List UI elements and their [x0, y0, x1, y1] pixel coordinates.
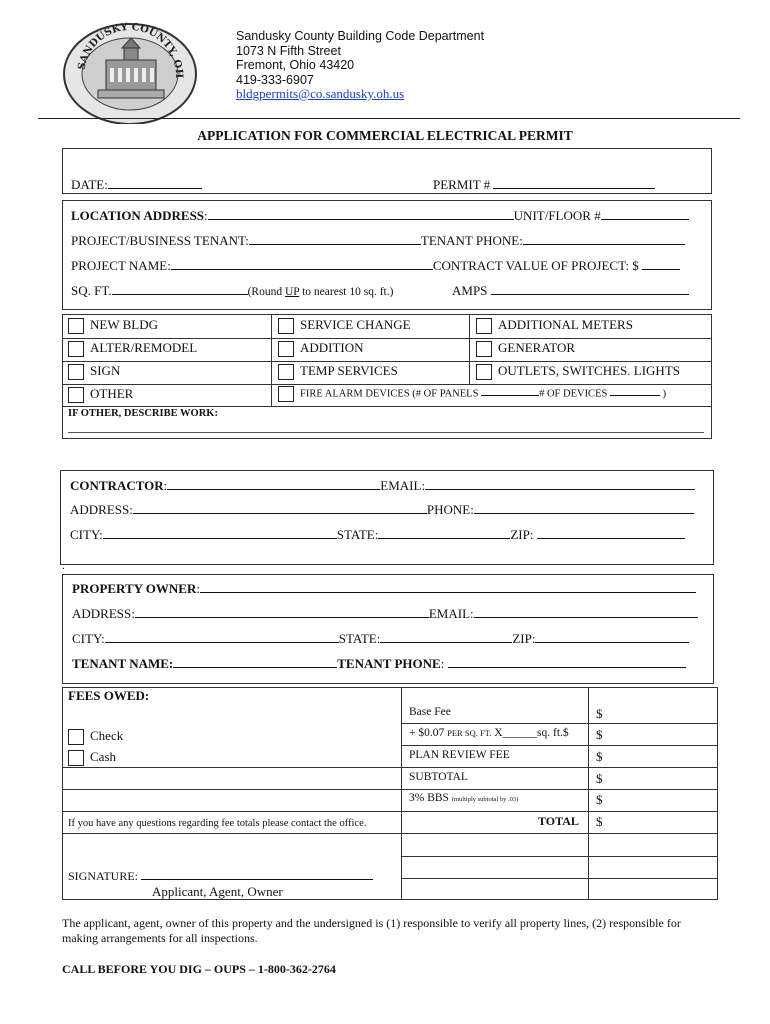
subtotal-amount[interactable]: $ [596, 771, 603, 786]
fire-alarm-devices-line[interactable] [610, 386, 660, 396]
contractor-phone-line[interactable] [474, 501, 694, 514]
tenant-phone-line[interactable] [523, 232, 685, 245]
fees-right-rule-2 [401, 745, 718, 746]
new-bldg-checkbox[interactable] [68, 318, 84, 334]
fees-left-rule-2 [62, 789, 401, 790]
signature-row[interactable] [68, 869, 373, 884]
permit-field[interactable] [433, 176, 655, 193]
department-name: Sandusky County Building Code Department [236, 29, 485, 43]
fire-alarm-option[interactable] [278, 386, 666, 402]
fire-alarm-checkbox[interactable] [278, 386, 294, 402]
owner-row[interactable] [72, 580, 696, 597]
permit-line[interactable] [493, 176, 655, 189]
grid-rule-2 [62, 361, 712, 362]
contractor-city-row[interactable] [70, 526, 685, 543]
describe-work-label: IF OTHER, DESCRIBE WORK: [68, 408, 218, 419]
per-sqft-b: PER SQ. FT. [447, 728, 492, 738]
round-note-a: (Round [247, 286, 285, 298]
grid-col-1 [271, 314, 272, 406]
plan-review-label: PLAN REVIEW FEE [409, 749, 510, 761]
contractor-email-line[interactable] [425, 477, 695, 490]
per-sqft-a: + $0.07 [409, 727, 448, 739]
header-rule [38, 118, 740, 119]
contract-value-line[interactable] [642, 257, 680, 270]
owner-tenant-phone-colon: : [440, 656, 445, 671]
contractor-address-row[interactable] [70, 501, 694, 518]
owner-state-line[interactable] [380, 630, 512, 643]
fees-contact-note: If you have any questions regarding fee totals please contact the office. [68, 818, 367, 829]
sign-checkbox[interactable] [68, 364, 84, 380]
contractor-zip-line[interactable] [537, 526, 685, 539]
contractor-phone-label: PHONE: [426, 502, 474, 517]
amps-row[interactable] [452, 282, 689, 299]
location-address-row[interactable] [71, 207, 689, 224]
service-change-checkbox[interactable] [278, 318, 294, 334]
amps-label: AMPS [452, 283, 488, 298]
owner-email-label: EMAIL: [428, 606, 474, 621]
round-note-up: UP [284, 286, 300, 298]
fees-left-rule-4 [62, 833, 401, 834]
grid-rule-4 [62, 406, 712, 407]
fees-right-rule-3 [401, 767, 718, 768]
call-before-dig: CALL BEFORE YOU DIG – OUPS – 1-800-362-2764 [62, 962, 336, 976]
county-seal [62, 12, 198, 124]
contractor-state-label: STATE: [336, 527, 379, 542]
contract-value-label: CONTRACT VALUE OF PROJECT: $ [432, 258, 639, 273]
bbs-amount[interactable]: $ [596, 792, 603, 807]
temp-services-option[interactable] [278, 363, 398, 380]
service-change-label: SERVICE CHANGE [300, 317, 411, 332]
owner-tenant-phone-line[interactable] [448, 655, 686, 668]
generator-checkbox[interactable] [476, 341, 492, 357]
owner-address-row[interactable] [72, 605, 698, 622]
owner-name-line[interactable] [200, 580, 696, 593]
permit-label: PERMIT # [433, 177, 491, 192]
fees-left-rule-1 [62, 767, 401, 768]
owner-label: PROPERTY OWNER [72, 581, 197, 596]
base-fee-amount[interactable]: $ [596, 706, 603, 721]
generator-option[interactable] [476, 340, 575, 357]
bbs-a: 3% BBS [409, 792, 452, 804]
date-line[interactable] [108, 176, 202, 189]
additional-meters-option[interactable] [476, 317, 633, 334]
grid-col-2 [469, 314, 470, 384]
department-address [236, 29, 484, 102]
cash-label: Cash [90, 749, 116, 764]
bbs-b: (multiply subtotal by .03) [451, 796, 519, 803]
per-sqft-c: X______sq. ft.$ [491, 727, 569, 739]
bbs-label [409, 792, 518, 804]
contractor-colon: : [163, 478, 168, 493]
contractor-address-line[interactable] [133, 501, 427, 514]
contractor-zip-label: ZIP: [510, 527, 534, 542]
responsibility-statement: The applicant, agent, owner of this property and the undersigned is (1) responsible to verify all property lines, (2) responsible for making arrangements for all inspections. [62, 916, 681, 945]
sqft-row[interactable] [71, 282, 393, 299]
owner-address-line[interactable] [135, 605, 429, 618]
additional-meters-checkbox[interactable] [476, 318, 492, 334]
check-option[interactable] [68, 728, 123, 745]
additional-meters-label: ADDITIONAL METERS [498, 317, 633, 332]
service-change-option[interactable] [278, 317, 411, 334]
contractor-city-line[interactable] [103, 526, 337, 539]
round-note-b: to nearest 10 sq. ft.) [299, 286, 394, 298]
addition-option[interactable] [278, 340, 364, 357]
sqft-label: SQ. FT. [71, 283, 112, 298]
round-note [248, 286, 394, 298]
subtotal-label: SUBTOTAL [409, 771, 468, 783]
contractor-label: CONTRACTOR [70, 478, 164, 493]
cash-option[interactable] [68, 749, 116, 766]
grid-rule-1 [62, 338, 712, 339]
amps-line[interactable] [491, 282, 689, 295]
owner-tenant-row[interactable] [72, 655, 686, 672]
outlets-label: OUTLETS, SWITCHES. LIGHTS [498, 363, 680, 378]
contractor-city-label: CITY: [70, 527, 103, 542]
owner-city-line[interactable] [105, 630, 339, 643]
fees-right-rule-8 [401, 878, 718, 879]
contractor-address-label: ADDRESS: [70, 502, 133, 517]
new-bldg-option[interactable] [68, 317, 158, 334]
contractor-name-line[interactable] [167, 477, 380, 490]
owner-email-line[interactable] [474, 605, 698, 618]
owner-city-row[interactable] [72, 630, 689, 647]
addition-checkbox[interactable] [278, 341, 294, 357]
total-label: TOTAL [538, 814, 579, 828]
per-sqft-label [409, 727, 569, 739]
contractor-email-label: EMAIL: [380, 478, 426, 493]
check-checkbox[interactable] [68, 729, 84, 745]
contractor-row[interactable] [70, 477, 695, 494]
fire-alarm-label-b: # OF DEVICES [539, 388, 608, 400]
outlets-option[interactable] [476, 363, 680, 380]
owner-tenant-name-label: TENANT NAME: [72, 656, 174, 671]
location-address-label: LOCATION ADDRESS [71, 208, 205, 223]
base-fee-label: Base Fee [409, 706, 451, 718]
location-address-colon: : [204, 208, 208, 223]
fees-right-rule-7 [401, 856, 718, 857]
plan-review-amount[interactable]: $ [596, 749, 603, 764]
other-option[interactable] [68, 386, 133, 403]
fire-alarm-label-a: FIRE ALARM DEVICES (# OF PANELS [300, 388, 479, 400]
unit-floor-label: UNIT/FLOOR # [513, 208, 601, 223]
fire-alarm-panels-line[interactable] [481, 386, 539, 396]
alter-remodel-option[interactable] [68, 340, 197, 357]
project-name-row[interactable] [71, 257, 680, 274]
per-sqft-amount[interactable]: $ [596, 727, 603, 742]
owner-tenant-phone-label: TENANT PHONE [337, 656, 441, 671]
describe-work-line[interactable] [68, 432, 704, 433]
form-title: APPLICATION FOR COMMERCIAL ELECTRICAL PERMIT [197, 128, 573, 143]
check-label: Check [90, 728, 124, 743]
fees-col-1 [401, 687, 402, 900]
addition-label: ADDITION [300, 340, 364, 355]
fees-right-rule-6 [401, 833, 718, 834]
owner-address-label: ADDRESS: [72, 606, 135, 621]
stray-dot: . [62, 560, 65, 572]
other-label: OTHER [90, 386, 134, 401]
fees-right-rule-1 [401, 723, 718, 724]
date-field[interactable] [71, 176, 202, 193]
project-name-label: PROJECT NAME: [71, 258, 171, 273]
alter-remodel-label: ALTER/REMODEL [90, 340, 198, 355]
alter-remodel-checkbox[interactable] [68, 341, 84, 357]
fire-alarm-label-c: ) [662, 388, 667, 400]
fees-right-rule-5 [401, 811, 718, 812]
sqft-line[interactable] [112, 282, 248, 295]
owner-city-label: CITY: [72, 631, 105, 646]
contractor-state-line[interactable] [378, 526, 510, 539]
signature-label: SIGNATURE: [68, 869, 139, 883]
generator-label: GENERATOR [498, 340, 576, 355]
tenant-row[interactable] [71, 232, 685, 249]
grid-rule-3 [62, 384, 712, 385]
department-street: 1073 N Fifth Street [236, 43, 341, 58]
project-name-line[interactable] [171, 257, 433, 270]
signer-caption: Applicant, Agent, Owner [152, 884, 283, 899]
other-checkbox[interactable] [68, 387, 84, 403]
owner-zip-label: ZIP: [512, 631, 536, 646]
outlets-checkbox[interactable] [476, 364, 492, 380]
department-city: Fremont, Ohio 43420 [236, 58, 355, 72]
owner-tenant-name-line[interactable] [173, 655, 337, 668]
department-email[interactable]: bldgpermits@co.sandusky.oh.us [236, 86, 405, 101]
fees-col-2 [588, 687, 589, 900]
fees-owed-label: FEES OWED: [68, 688, 150, 703]
cash-checkbox[interactable] [68, 750, 84, 766]
owner-colon: : [196, 581, 200, 596]
signature-line[interactable] [141, 871, 373, 880]
project-tenant-label: PROJECT/BUSINESS TENANT: [71, 233, 249, 248]
location-address-line[interactable] [208, 207, 514, 220]
date-label: DATE: [71, 177, 108, 192]
sign-label: SIGN [90, 363, 121, 378]
department-phone: 419-333-6907 [236, 72, 314, 87]
tenant-phone-label: TENANT PHONE: [420, 233, 523, 248]
sign-option[interactable] [68, 363, 120, 380]
total-amount[interactable]: $ [596, 814, 603, 829]
owner-state-label: STATE: [338, 631, 381, 646]
fees-right-rule-4 [401, 789, 718, 790]
owner-zip-line[interactable] [535, 630, 689, 643]
temp-services-checkbox[interactable] [278, 364, 294, 380]
project-tenant-line[interactable] [249, 232, 421, 245]
unit-floor-line[interactable] [601, 207, 689, 220]
seal-text: SANDUSKY COUNTY, OH [76, 21, 185, 79]
new-bldg-label: NEW BLDG [90, 317, 159, 332]
temp-services-label: TEMP SERVICES [300, 363, 398, 378]
fees-left-rule-3 [62, 811, 401, 812]
